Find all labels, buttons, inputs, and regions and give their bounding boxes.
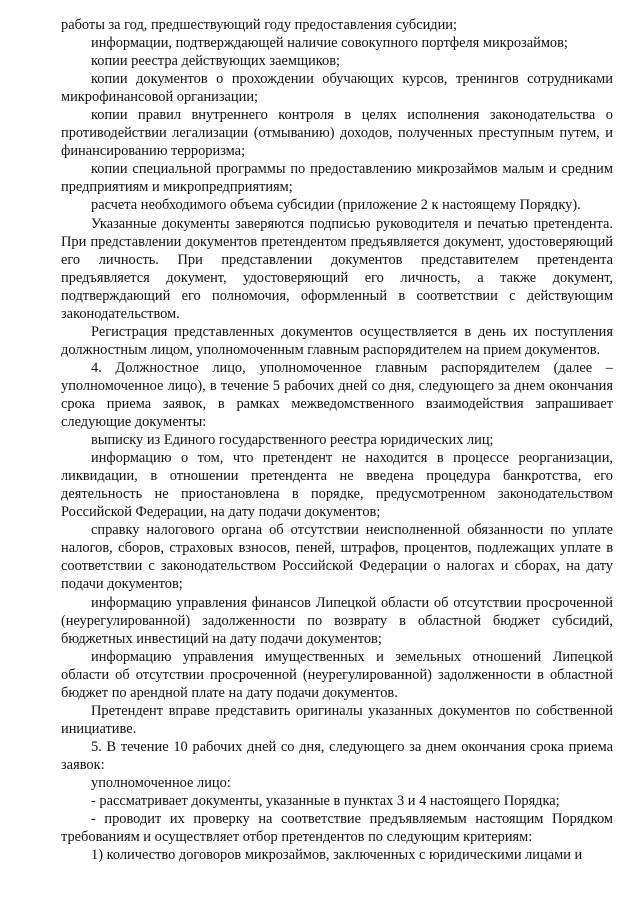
paragraph: уполномоченное лицо: bbox=[91, 774, 231, 791]
paragraph: информацию о том, что претендент не находится в процессе реорганизации, ликвидации, в отношении претендента не введена процедура банкротства, его деятельность не приостановлена в порядке, предусмотренном законодательством Российской Федерации, на дату подачи документов; bbox=[61, 450, 613, 521]
paragraph: копии правил внутреннего контроля в целях исполнения законодательства о противодействии легализации (отмыванию) доходов, полученных преступным путем, и финансированию терроризма; bbox=[61, 107, 613, 160]
paragraph: информацию управления имущественных и земельных отношений Липецкой области об отсутствии просроченной (неурегулированной) задолженности в областной бюджет по арендной плате на дату подачи документов. bbox=[61, 648, 613, 701]
paragraph: копии специальной программы по предоставлению микрозаймов малым и средним предприятиям и микропредприятиям; bbox=[61, 161, 613, 196]
paragraph: - проводит их проверку на соответствие предъявляемым настоящим Порядком требованиям и осуществляет отбор претендентов по следующим критериям: bbox=[61, 811, 613, 846]
paragraph: Указанные документы заверяются подписью руководителя и печатью претендента. При представлении документов претендентом предъявляется документ, удостоверяющий его личность. При представлении документов представителем претендента предъявляется документ, удостоверяющий его личность, а также документ, подтверждающий его полномочия, оформленный в соответствии с действующим законодательством. bbox=[61, 215, 613, 322]
paragraph: информации, подтверждающей наличие совокупного портфеля микрозаймов; bbox=[91, 35, 568, 52]
paragraph: 4. Должностное лицо, уполномоченное главным распорядителем (далее – уполномоченное лицо), в течение 5 рабочих дней со дня, следующего за днем окончания срока приема заявок, в рамках межведомственного взаимодействия запрашивает следующие документы: bbox=[61, 359, 613, 431]
paragraph: Претендент вправе представить оригиналы указанных документов по собственной инициативе. bbox=[61, 702, 613, 737]
paragraph: выписку из Единого государственного реестра юридических лиц; bbox=[91, 432, 494, 449]
paragraph: копии документов о прохождении обучающих курсов, тренингов сотрудниками микрофинансовой организации; bbox=[61, 71, 613, 106]
paragraph: 5. В течение 10 рабочих дней со дня, следующего за днем окончания срока приема заявок: bbox=[61, 738, 613, 773]
paragraph: расчета необходимого объема субсидии (приложение 2 к настоящему Порядку). bbox=[91, 197, 581, 214]
paragraph: копии реестра действующих заемщиков; bbox=[91, 53, 341, 70]
paragraph: Регистрация представленных документов осуществляется в день их поступления должностным лицом, уполномоченным главным распорядителем на прием документов. bbox=[61, 323, 613, 358]
paragraph: справку налогового органа об отсутствии неисполненной обязанности по уплате налогов, сборов, страховых взносов, пеней, штрафов, процентов, подлежащих уплате в соответствии с законодательством Российской Федерации о налогах и сборах, на дату подачи документов; bbox=[61, 522, 613, 593]
paragraph: работы за год, предшествующий году предоставления субсидии; bbox=[61, 17, 458, 33]
paragraph: информацию управления финансов Липецкой области об отсутствии просроченной (неурегулированной) задолженности по возврату в областной бюджет субсидий, бюджетных инвестиций на дату подачи документов; bbox=[61, 594, 613, 647]
paragraph: 1) количество договоров микрозаймов, заключенных с юридическими лицами и bbox=[91, 847, 583, 864]
paragraph: - рассматривает документы, указанные в пунктах 3 и 4 настоящего Порядка; bbox=[91, 793, 560, 810]
